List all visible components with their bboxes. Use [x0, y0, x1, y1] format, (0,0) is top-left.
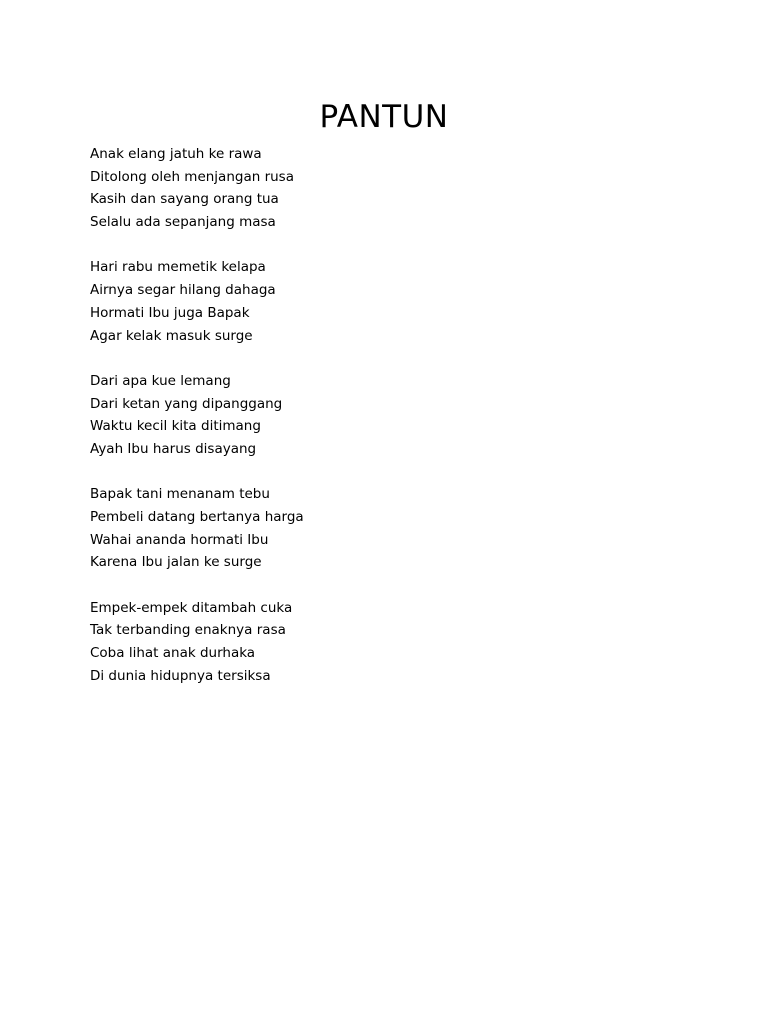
poem-line: Selalu ada sepanjang masa: [90, 214, 276, 231]
stanza-2: [90, 256, 690, 347]
poem-line: Tak terbanding enaknya rasa: [90, 622, 286, 639]
poem-line: Agar kelak masuk surge: [90, 327, 253, 344]
stanza-5: [90, 597, 690, 688]
stanza-3: [90, 370, 690, 461]
poem-line: Di dunia hidupnya tersiksa: [90, 667, 271, 684]
poem-line: Dari ketan yang dipanggang: [90, 395, 283, 412]
poem-line: Anak elang jatuh ke rawa: [90, 146, 262, 162]
poem-line: Wahai ananda hormati Ibu: [90, 531, 269, 548]
poem: [90, 143, 690, 710]
poem-line: Ditolong oleh menjangan rusa: [90, 168, 294, 185]
poem-line: Pembeli datang bertanya harga: [90, 509, 304, 525]
poem-line: Coba lihat anak durhaka: [90, 645, 256, 662]
poem-line: Hormati Ibu juga Bapak: [90, 304, 250, 321]
poem-line: Ayah Ibu harus disayang: [90, 440, 257, 457]
stanza-4: [90, 483, 690, 574]
poem-line: Airnya segar hilang dahaga: [90, 282, 276, 299]
poem-line: Hari rabu memetik kelapa: [90, 259, 266, 276]
poem-line: Empek-empek ditambah cuka: [90, 599, 293, 616]
stanza-1: [90, 143, 690, 234]
poem-line: Dari apa kue lemang: [90, 372, 231, 389]
poem-line: Kasih dan sayang orang tua: [90, 191, 279, 208]
poem-line: Karena Ibu jalan ke surge: [90, 554, 262, 571]
poem-line: Waktu kecil kita ditimang: [90, 418, 261, 435]
page-title: PANTUN: [319, 99, 449, 135]
poem-line: Bapak tani menanam tebu: [90, 486, 270, 503]
